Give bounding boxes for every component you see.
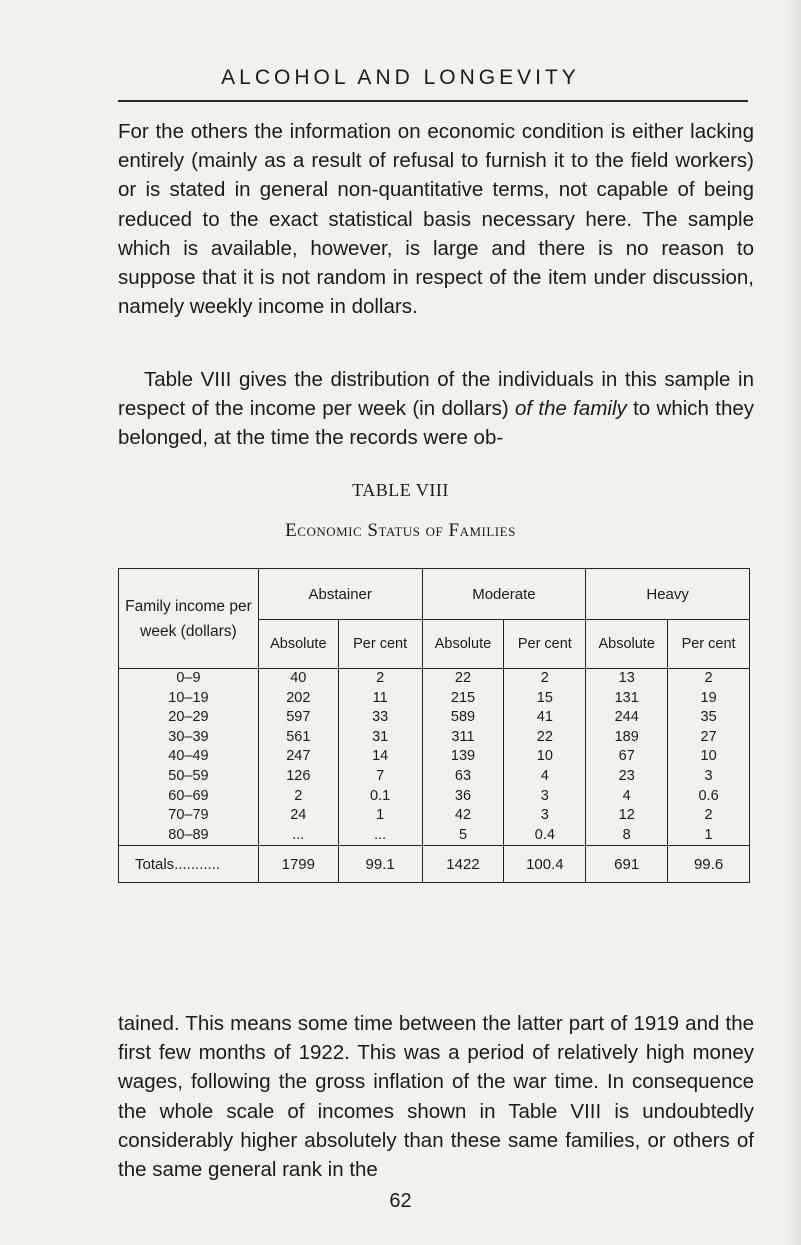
table-cell: 7: [338, 767, 422, 787]
subheader-cell: Per cent: [668, 620, 750, 669]
subheader-cell: Per cent: [504, 620, 586, 669]
paragraph-1-text: For the others the information on economic condition is either lacking entirely (mainly as a result of refusal to furnish it to the field workers) or is stated in general non-quantitative terms, not capable of being reduced to the exact statistical basis necessary here. The sample which is available, however, is large and there is no reason to suppose that it is not random in respect of the item under discussion, namely weekly income in dollars.: [118, 120, 754, 319]
table-caption: Economic Status of Families: [285, 520, 516, 541]
table-cell: 63: [422, 767, 504, 787]
table-cell: 1: [668, 826, 750, 846]
table-cell: 35: [668, 708, 750, 728]
page-edge-shadow: [787, 0, 801, 1245]
table-container: [118, 568, 750, 883]
totals-cell: 99.1: [338, 846, 422, 883]
table-cell: 247: [258, 747, 338, 767]
table-cell: 14: [338, 747, 422, 767]
table-cell: 12: [586, 806, 668, 826]
subheader-cell: Absolute: [422, 620, 504, 669]
table-cell: 589: [422, 708, 504, 728]
table-cell: 36: [422, 787, 504, 807]
table-row: [119, 708, 750, 728]
table-cell: 1: [338, 806, 422, 826]
income-range-cell: 20–29: [168, 709, 209, 726]
totals-label: Totals...........: [119, 846, 259, 883]
table-row: [119, 747, 750, 767]
table-cell: 3: [668, 767, 750, 787]
table-cell: 22: [504, 728, 586, 748]
totals-cell: 691: [586, 846, 668, 883]
table-cell: 139: [422, 747, 504, 767]
paragraph-3-text: tained. This means some time between the latter part of 1919 and the first few months of 1922. This was a period of relatively high money wages, following the gross inflation of the war time. In consequence the whole scale of incomes shown in Table VIII is undoubtedly considerably higher absolutely than these same families, or others of the same general rank in the: [118, 1012, 754, 1182]
header-rule: [118, 100, 748, 102]
income-range-cell: 70–79: [168, 807, 209, 824]
table-row: [119, 806, 750, 826]
table-cell: 3: [504, 787, 586, 807]
table-row: [119, 787, 750, 807]
table-cell: 2: [504, 669, 586, 689]
subheader-cell: Absolute: [258, 620, 338, 669]
table-row: [119, 689, 750, 709]
table-cell: 189: [586, 728, 668, 748]
table-row: [119, 669, 750, 689]
income-range-cell: 0–9: [176, 670, 201, 686]
table-cell: 126: [258, 767, 338, 787]
table-cell: 131: [586, 689, 668, 709]
group-header-heavy: Heavy: [586, 569, 750, 620]
table-cell: 22: [422, 669, 504, 689]
table-cell: 24: [258, 806, 338, 826]
table-cell: ...: [338, 826, 422, 846]
income-range-cell: 40–49: [168, 748, 209, 765]
row-header-family-income: Family income per week (dollars): [125, 597, 252, 640]
table-cell: 0.1: [338, 787, 422, 807]
paragraph-3: [118, 1009, 754, 1184]
table-cell: 2: [258, 787, 338, 807]
table-cell: 23: [586, 767, 668, 787]
table-cell: 244: [586, 708, 668, 728]
table-cell: 41: [504, 708, 586, 728]
table-cell: 0.4: [504, 826, 586, 846]
table-cell: 13: [586, 669, 668, 689]
income-range-cell: 80–89: [168, 826, 209, 843]
running-head: ALCOHOL AND LONGEVITY: [221, 66, 580, 89]
income-range-cell: 10–19: [168, 689, 209, 706]
table-cell: 31: [338, 728, 422, 748]
paragraph-2: [118, 365, 754, 453]
table-cell: 19: [668, 689, 750, 709]
totals-cell: 100.4: [504, 846, 586, 883]
table-cell: 11: [338, 689, 422, 709]
totals-cell: 1799: [258, 846, 338, 883]
group-header-abstainer: Abstainer: [258, 569, 422, 620]
table-cell: 27: [668, 728, 750, 748]
table-cell: 597: [258, 708, 338, 728]
table-cell: 15: [504, 689, 586, 709]
income-range-cell: 50–59: [168, 767, 209, 784]
table-cell: 42: [422, 806, 504, 826]
table-cell: 5: [422, 826, 504, 846]
table-group-header-row: [119, 569, 750, 620]
table-row: [119, 767, 750, 787]
table-cell: 2: [668, 669, 750, 689]
table-cell: 3: [504, 806, 586, 826]
paragraph-1: [118, 117, 754, 321]
subheader-cell: Per cent: [338, 620, 422, 669]
table-totals-row: [119, 846, 750, 883]
table-cell: 561: [258, 728, 338, 748]
totals-cell: 1422: [422, 846, 504, 883]
page-number: 62: [389, 1190, 412, 1212]
table-cell: 202: [258, 689, 338, 709]
paragraph-2-text-b: to which they belonged, at the time the records were ob-: [118, 397, 754, 450]
income-range-cell: 30–39: [168, 728, 209, 745]
table-cell: 4: [586, 787, 668, 807]
table-cell: 8: [586, 826, 668, 846]
table-cell: ...: [258, 826, 338, 846]
income-range-cell: 60–69: [168, 787, 209, 804]
table-cell: 10: [668, 747, 750, 767]
table-cell: 215: [422, 689, 504, 709]
paragraph-2-emphasis: of the family: [514, 397, 627, 421]
table-cell: 2: [338, 669, 422, 689]
table-row: [119, 826, 750, 846]
table-body: [119, 669, 750, 846]
subheader-cell: Absolute: [586, 620, 668, 669]
table-cell: 40: [258, 669, 338, 689]
table-cell: 10: [504, 747, 586, 767]
economic-status-table: [118, 568, 750, 883]
group-header-moderate: Moderate: [422, 569, 586, 620]
table-cell: 4: [504, 767, 586, 787]
table-cell: 2: [668, 806, 750, 826]
totals-cell: 99.6: [668, 846, 750, 883]
paragraph-2-text-a: Table VIII gives the distribution of the individuals in this sample in respect of the income per week (in dollars): [118, 368, 754, 421]
table-cell: 0.6: [668, 787, 750, 807]
table-number: TABLE VIII: [352, 480, 449, 500]
table-row: [119, 728, 750, 748]
table-cell: 67: [586, 747, 668, 767]
table-cell: 33: [338, 708, 422, 728]
table-cell: 311: [422, 728, 504, 748]
